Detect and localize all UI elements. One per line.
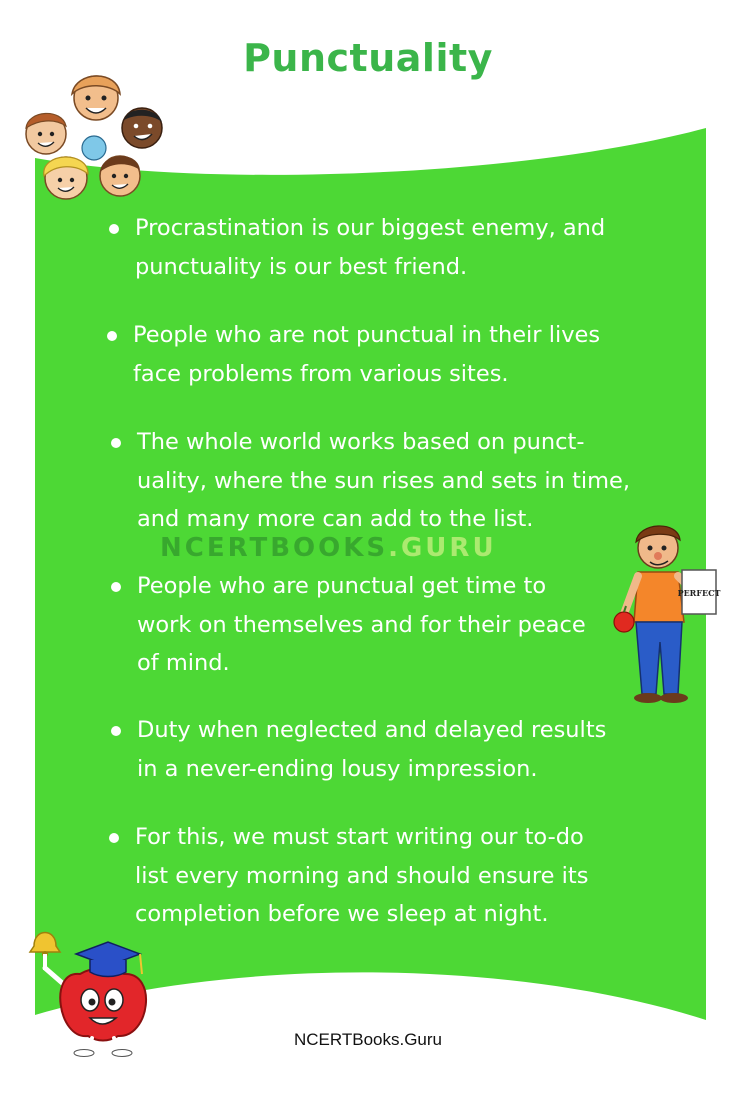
bullet-dot-icon bbox=[109, 224, 119, 234]
children-circle-icon bbox=[10, 68, 165, 208]
page-title: Punctuality bbox=[243, 36, 493, 80]
bullet-point bbox=[135, 209, 605, 286]
bullet-dot-icon bbox=[111, 438, 121, 448]
point-line: list every morning and should ensure its bbox=[135, 862, 589, 889]
bullet-dot-icon bbox=[109, 833, 119, 843]
point-line: Duty when neglected and delayed results bbox=[137, 717, 607, 743]
point-line: in a never-ending lousy impression. bbox=[137, 755, 538, 782]
bullet-point bbox=[137, 711, 606, 788]
bullet-point bbox=[137, 567, 586, 683]
point-line: uality, where the sun rises and sets in time, bbox=[137, 467, 631, 494]
point-line: work on themselves and for their peace bbox=[137, 611, 586, 638]
boy-sign-text: PERFECT bbox=[677, 588, 721, 598]
point-line: People who are punctual get time to bbox=[137, 573, 547, 599]
point-line: and many more can add to the list. bbox=[137, 506, 534, 532]
point-line: completion before we sleep at night. bbox=[135, 901, 549, 927]
boy-holding-sign-icon bbox=[612, 518, 724, 704]
point-line: The whole world works based on punct- bbox=[137, 429, 585, 455]
point-line: punctuality is our best friend. bbox=[135, 253, 468, 280]
bullet-point bbox=[133, 316, 600, 393]
bullet-point bbox=[137, 423, 630, 539]
point-line: of mind. bbox=[137, 650, 230, 676]
bullet-point bbox=[135, 818, 588, 934]
bullet-dot-icon bbox=[111, 726, 121, 736]
footer-site-name: NCERTBooks.Guru bbox=[293, 1030, 442, 1049]
watermark-part1: NCERTBOOKS bbox=[160, 533, 389, 563]
point-line: People who are not punctual in their lives bbox=[133, 322, 601, 348]
point-line: face problems from various sites. bbox=[133, 360, 509, 387]
point-line: Procrastination is our biggest enemy, and bbox=[135, 215, 606, 241]
watermark-part2: .GURU bbox=[388, 533, 497, 563]
bullet-dot-icon bbox=[107, 331, 117, 341]
bullet-dot-icon bbox=[111, 582, 121, 592]
point-line: For this, we must start writing our to-do bbox=[135, 824, 584, 850]
